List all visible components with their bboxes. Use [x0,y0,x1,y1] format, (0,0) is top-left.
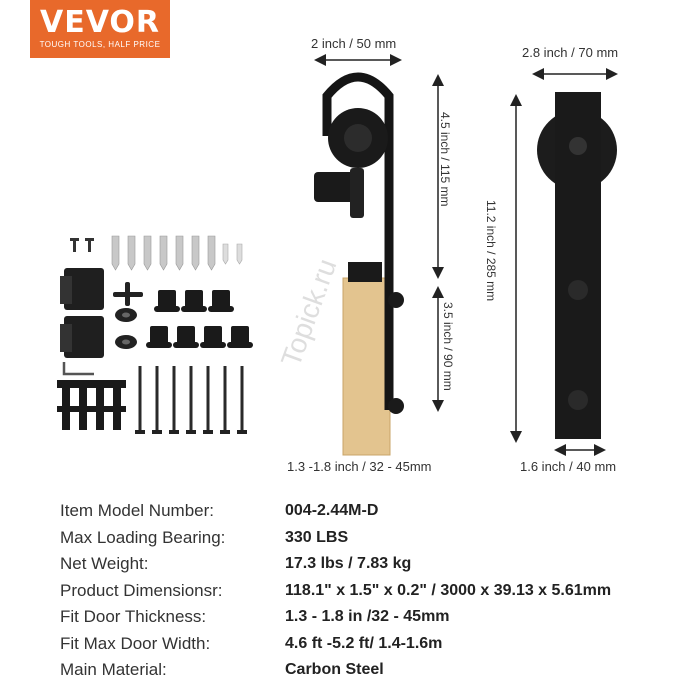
spec-row [60,631,690,658]
spec-table [60,498,690,684]
spec-label: Fit Max Door Width: [60,633,211,653]
small-parts [113,282,143,349]
logo-brand: VEVOR [39,5,160,40]
spec-row [60,498,690,525]
lag-screws [140,366,242,432]
logo-tagline: TOUGH TOOLS, HALF PRICE [39,40,161,49]
bolts [57,380,126,430]
spec-value: 004-2.44M-D [285,502,379,520]
hardware-kit [57,236,253,434]
allen-key [64,362,94,374]
strap-width-label: 1.6 inch / 40 mm [520,459,617,474]
hanger-height-label: 4.5 inch / 115 mm [438,112,452,207]
wheel-width-label: 2.8 inch / 70 mm [522,45,619,60]
spec-value: 17.3 lbs / 7.83 kg [285,555,412,573]
spacers [146,290,253,348]
bracket-width-label: 2 inch / 50 mm [311,36,397,51]
spec-row [60,525,690,552]
front-view-hanger [537,92,617,439]
spec-value: 4.6 ft -5.2 ft/ 1.4-1.6m [285,634,443,652]
door-section [343,278,390,455]
spec-label: Item Model Number: [60,501,214,521]
spec-value: 330 LBS [285,528,349,546]
spec-row [60,578,690,605]
spec-label: Net Weight: [60,554,149,574]
end-stoppers [60,268,104,358]
spec-label: Main Material: [60,660,167,680]
spec-row [60,657,690,684]
spec-label: Fit Door Thickness: [60,607,207,627]
spec-row [60,604,690,631]
spec-row [60,551,690,578]
door-thickness-label: 1.3 -1.8 inch / 32 - 45mm [287,459,432,474]
spec-label: Product Dimensionsr: [60,580,223,600]
wall-anchors [112,236,242,270]
spec-value: 1.3 - 1.8 in /32 - 45mm [285,608,450,626]
spec-value: 118.1" x 1.5" x 0.2" / 3000 x 39.13 x 5.61mm [285,581,612,599]
spec-value: Carbon Steel [285,661,384,679]
spec-label: Max Loading Bearing: [60,527,226,547]
small-screws [70,238,94,252]
total-height-label: 11.2 inch / 285 mm [484,200,498,302]
watermark: Topick.ru [275,254,343,371]
bolt-spacing-label: 3.5 inch / 90 mm [441,302,455,391]
